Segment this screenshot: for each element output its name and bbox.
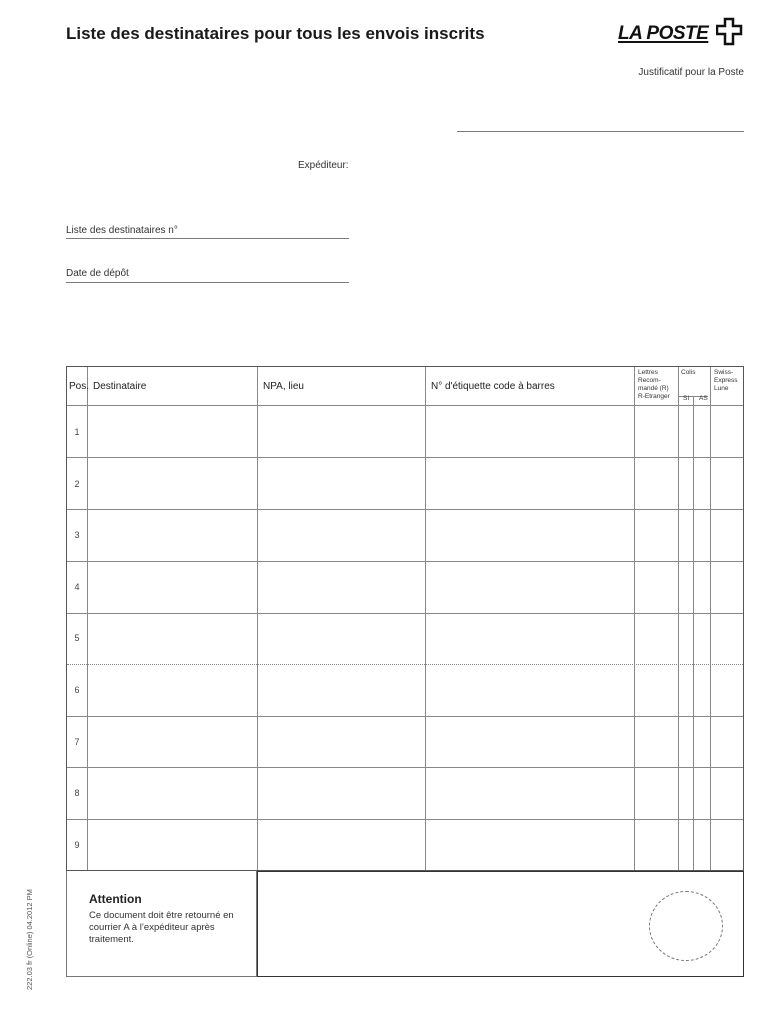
page-title: Liste des destinataires pour tous les envois inscrits — [66, 24, 485, 43]
row-number: 8 — [74, 788, 80, 798]
col-line — [693, 397, 694, 870]
row-line — [67, 457, 743, 458]
attention-title: Attention — [89, 892, 142, 906]
signature-line — [457, 131, 744, 132]
header-colis-as: AS — [699, 395, 708, 402]
expediteur-label: Expéditeur: — [298, 160, 349, 171]
header-swiss-line: Swiss- — [714, 369, 734, 376]
row-line — [67, 509, 743, 510]
row-line — [67, 664, 743, 665]
header-destinataire: Destinataire — [93, 381, 147, 392]
col-line — [634, 367, 635, 870]
header-pos: Pos. — [69, 381, 90, 392]
header-lettres-line: Lettres — [638, 369, 658, 376]
header-colis: Colis — [681, 369, 696, 376]
liste-field[interactable] — [66, 238, 349, 239]
row-number: 7 — [74, 737, 80, 747]
header-swiss-express — [714, 369, 737, 393]
stamp-box — [257, 871, 744, 977]
header-swiss-line: Express — [714, 377, 738, 384]
date-field[interactable] — [66, 282, 349, 283]
row-number: 1 — [74, 427, 80, 437]
liste-label: Liste des destinataires n° — [66, 225, 178, 236]
date-label: Date de dépôt — [66, 268, 129, 279]
row-number: 9 — [74, 840, 80, 850]
row-number: 3 — [74, 530, 80, 540]
row-number: 5 — [74, 633, 80, 643]
header-colis-si: SI — [683, 395, 690, 402]
row-line — [67, 767, 743, 768]
row-line — [67, 819, 743, 820]
header-etiquette: N° d'étiquette code à barres — [431, 381, 555, 392]
header-lettres-line: Recom- — [638, 377, 661, 384]
form-reference: 222.03 fr (Online) 04.2012 PM — [25, 889, 34, 990]
attention-text: Ce document doit être retourné en courrier A à l’expéditeur après traitement. — [89, 910, 234, 945]
col-line — [710, 367, 711, 870]
header-lettres — [638, 369, 670, 401]
header-lettres-line: mandé (R) — [638, 385, 669, 392]
header-line — [67, 405, 743, 406]
row-number: 2 — [74, 479, 80, 489]
row-number: 4 — [74, 582, 80, 592]
col-line — [257, 367, 258, 870]
col-line — [87, 367, 88, 870]
logo-text: LA POSTE — [618, 23, 709, 44]
header-npa: NPA, lieu — [263, 381, 304, 392]
row-number: 6 — [74, 685, 80, 695]
row-line — [67, 613, 743, 614]
swiss-cross-icon — [716, 17, 744, 47]
la-poste-logo — [618, 17, 746, 51]
stamp-circle — [649, 891, 723, 961]
justificatif-label: Justificatif pour la Poste — [638, 67, 744, 78]
row-line — [67, 561, 743, 562]
row-line — [67, 716, 743, 717]
attention-box — [66, 871, 257, 977]
header-lettres-line: R-Etranger — [638, 393, 670, 400]
header-swiss-line: Lune — [714, 385, 729, 392]
col-line — [678, 367, 679, 870]
recipients-table — [66, 366, 744, 871]
col-line — [425, 367, 426, 870]
